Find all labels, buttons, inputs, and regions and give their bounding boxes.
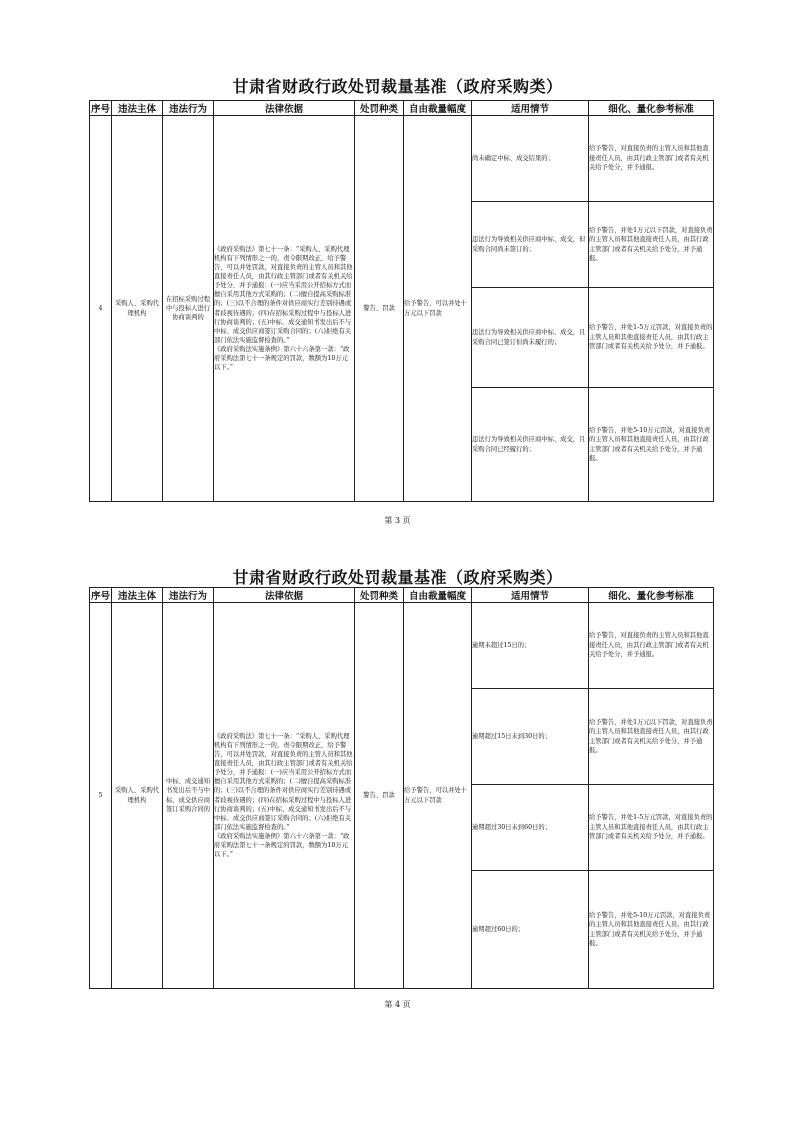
situation-cell: 逾期未超过15日的； <box>472 603 589 689</box>
header-basis: 法律依据 <box>214 588 355 603</box>
header-situation: 适用情节 <box>472 101 589 116</box>
standard-cell: 给予警告，对直接负责的主管人员和其他直接责任人员，由其行政主管部门或者有关机关给予处分，并予通报。 <box>589 116 714 202</box>
row-subject: 采购人、采购代理机构 <box>112 116 163 502</box>
situation-cell: 尚未确定中标、成交结果的； <box>472 116 589 202</box>
header-standard: 细化、量化参考标准 <box>589 588 714 603</box>
header-behavior: 违法行为 <box>163 588 214 603</box>
header-no: 序号 <box>90 588 112 603</box>
header-subject: 违法主体 <box>112 588 163 603</box>
row-no: 4 <box>90 116 112 502</box>
page-title: 甘肃省财政行政处罚裁量基准（政府采购类） <box>232 568 563 587</box>
table-header-row <box>90 588 714 603</box>
header-range: 自由裁量幅度 <box>404 588 472 603</box>
row-discretion-range: 给予警告，可以并处十万元以下罚款 <box>404 603 472 989</box>
page-number: 第 3 页 <box>384 516 411 525</box>
header-behavior: 违法行为 <box>163 101 214 116</box>
page-number: 第 4 页 <box>384 1000 411 1009</box>
header-basis: 法律依据 <box>214 101 355 116</box>
standard-cell: 给予警告，并处5-10万元罚款，对直接负责的主管人员和其他直接责任人员，由其行政主管部门或者有关机关给予处分，并予通报。 <box>589 871 714 989</box>
page-title: 甘肃省财政行政处罚裁量基准（政府采购类） <box>232 77 563 96</box>
penalty-table <box>89 587 714 989</box>
standard-cell: 给予警告，并处1-5万元罚款，对直接负责的主管人员和其他直接责任人员，由其行政主管部门或者有关机关给予处分，并予通报。 <box>589 288 714 388</box>
header-no: 序号 <box>90 101 112 116</box>
row-legal-basis: 《政府采购法》第七十一条：“采购人、采购代理机构有下列情形之一的，责令限期改正，给予警告，可以并处罚款，对直接负责的主管人员和其他直接责任人员，由其行政主管部门或者有关机关给予处分，并予通报：(一)应当采用公开招标方式而擅自采用其他方式采购的；(二)擅自提高采购标准的；(三)以不合理的条件对供应商实行差别待遇或者歧视待遇的；(四)在招标采购过程中与投标人进行协商谈判的；(五)中标、成交通知书发出后不与中标、成交供应商签订采购合同的；(六)拒绝有关部门依法实施监督检查的。” 《政府采购法实施条例》第六十六条第一款：“政府采购法第七十一条规定的罚款，数额为10万元以下。” <box>214 603 355 989</box>
header-penalty: 处罚种类 <box>355 101 404 116</box>
situation-cell: 逾期超过15日未到30日的； <box>472 689 589 785</box>
table-row <box>90 603 714 689</box>
header-range: 自由裁量幅度 <box>404 101 472 116</box>
situation-cell: 逾期超过60日的； <box>472 871 589 989</box>
standard-cell: 给予警告，对直接负责的主管人员和其他直接责任人员，由其行政主管部门或者有关机关给予处分，并予通报。 <box>589 603 714 689</box>
penalty-table <box>89 100 714 502</box>
header-standard: 细化、量化参考标准 <box>589 101 714 116</box>
table-header-row <box>90 101 714 116</box>
table-row <box>90 116 714 202</box>
row-behavior: 在招标采购过程中与投标人进行协商谈判的 <box>163 116 214 502</box>
situation-cell: 逾期超过30日未到60日的； <box>472 785 589 871</box>
row-no: 5 <box>90 603 112 989</box>
standard-cell: 给予警告，并处1万元以下罚款，对直接负责的主管人员和其他直接责任人员，由其行政主管部门或者有关机关给予处分，并予通报。 <box>589 202 714 288</box>
standard-cell: 给予警告，并处1万元以下罚款，对直接负责的主管人员和其他直接责任人员，由其行政主管部门或者有关机关给予处分，并予通报。 <box>589 689 714 785</box>
standard-cell: 给予警告，并处5-10万元罚款，对直接负责的主管人员和其他直接责任人员，由其行政主管部门或者有关机关给予处分，并予通报。 <box>589 388 714 502</box>
row-penalty-type: 警告、罚款 <box>355 603 404 989</box>
situation-cell: 违法行为导致相关供应商中标、成交，但采购合同尚未签订的； <box>472 202 589 288</box>
row-behavior: 中标、成交通知书发出后不与中标、成交供应商签订采购合同的 <box>163 603 214 989</box>
header-situation: 适用情节 <box>472 588 589 603</box>
header-subject: 违法主体 <box>112 101 163 116</box>
header-penalty: 处罚种类 <box>355 588 404 603</box>
situation-cell: 违法行为导致相关供应商中标、成交，且采购合同已签订但尚未履行的； <box>472 288 589 388</box>
row-legal-basis: 《政府采购法》第七十一条：“采购人、采购代理机构有下列情形之一的，责令限期改正，给予警告，可以并处罚款，对直接负责的主管人员和其他直接责任人员，由其行政主管部门或者有关机关给予处分，并予通报：(一)应当采用公开招标方式而擅自采用其他方式采购的；(二)擅自提高采购标准的；(三)以不合理的条件对供应商实行差别待遇或者歧视待遇的；(四)在招标采购过程中与投标人进行协商谈判的；(五)中标、成交通知书发出后不与中标、成交供应商签订采购合同的；(六)拒绝有关部门依法实施监督检查的。” 《政府采购法实施条例》第六十六条第一款：“政府采购法第七十一条规定的罚款，数额为10万元以下。” <box>214 116 355 502</box>
row-penalty-type: 警告、罚款 <box>355 116 404 502</box>
standard-cell: 给予警告，并处1-5万元罚款，对直接负责的主管人员和其他直接责任人员，由其行政主管部门或者有关机关给予处分，并予通报。 <box>589 785 714 871</box>
row-discretion-range: 给予警告，可以并处十万元以下罚款 <box>404 116 472 502</box>
row-subject: 采购人、采购代理机构 <box>112 603 163 989</box>
situation-cell: 违法行为导致相关供应商中标、成交，且采购合同已经履行的； <box>472 388 589 502</box>
